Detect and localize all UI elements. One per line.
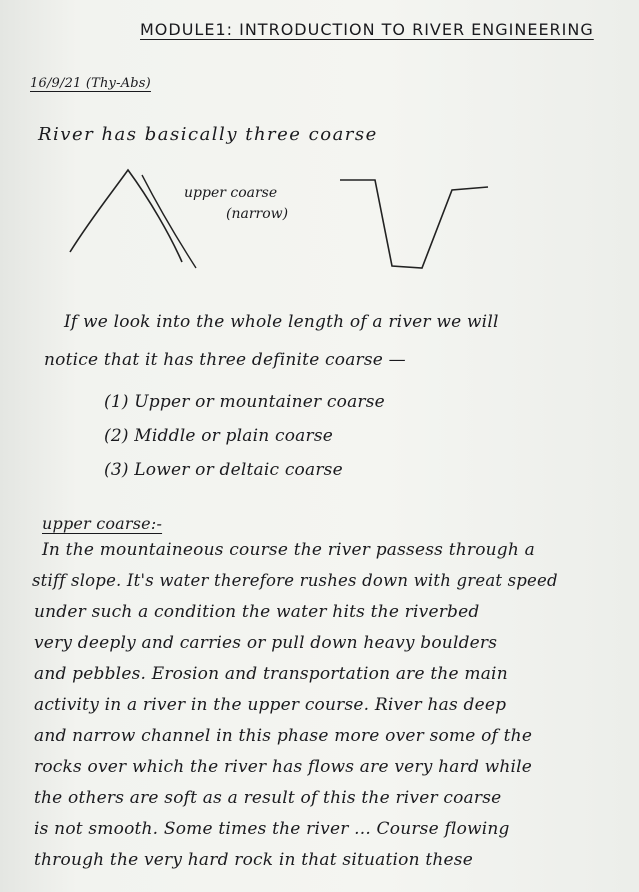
body-line: and narrow channel in this phase more over some of the bbox=[34, 726, 533, 746]
course-item-middle: (2) Middle or plain coarse bbox=[104, 426, 334, 446]
course-item-upper: (1) Upper or mountainer coarse bbox=[104, 392, 385, 412]
diagram-label-narrow: (narrow) bbox=[226, 206, 289, 222]
body-line: In the mountaineous course the river passess through a bbox=[42, 540, 535, 560]
paragraph-line-2: notice that it has three definite coarse — bbox=[44, 350, 406, 370]
body-line: very deeply and carries or pull down heavy boulders bbox=[34, 633, 498, 653]
module-title: MODULE1: INTRODUCTION TO RIVER ENGINEERING bbox=[140, 20, 594, 39]
v-valley-sketch bbox=[340, 180, 488, 268]
body-line: activity in a river in the upper course. River has deep bbox=[34, 695, 507, 715]
body-line: rocks over which the river has flows are very hard while bbox=[34, 757, 533, 777]
mountain-slope-sketch bbox=[70, 170, 182, 262]
body-line: stiff slope. It's water therefore rushes down with great speed bbox=[32, 571, 558, 590]
date-note: 16/9/21 (Thy-Abs) bbox=[30, 76, 151, 91]
body-line: is not smooth. Some times the river ... Course flowing bbox=[34, 819, 510, 839]
intro-line: River has basically three coarse bbox=[38, 124, 378, 145]
paragraph-line-1: If we look into the whole length of a river we will bbox=[64, 312, 499, 332]
body-line: under such a condition the water hits the riverbed bbox=[34, 602, 480, 622]
section-heading: upper coarse:- bbox=[42, 514, 163, 533]
diagram-label-upper: upper coarse bbox=[184, 185, 278, 201]
body-line: the others are soft as a result of this the river coarse bbox=[34, 788, 502, 808]
body-line: and pebbles. Erosion and transportation are the main bbox=[34, 664, 508, 684]
body-line: through the very hard rock in that situation these bbox=[34, 850, 473, 870]
course-item-lower: (3) Lower or deltaic coarse bbox=[104, 460, 343, 480]
